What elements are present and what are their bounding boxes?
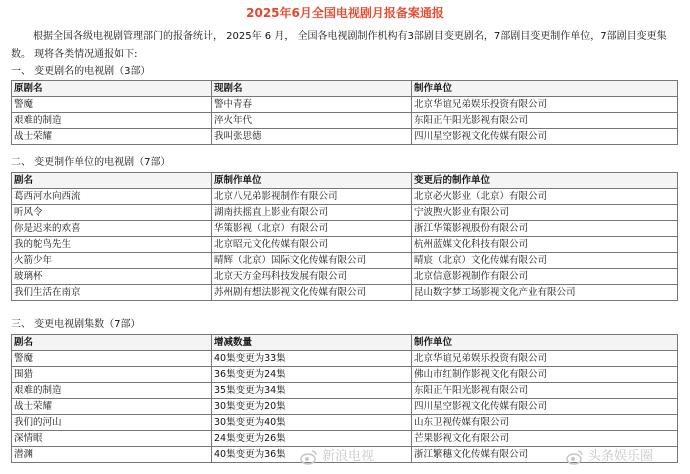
table-row — [12, 269, 678, 285]
table-row — [12, 97, 678, 113]
episode-change-table — [11, 334, 678, 463]
table-cell: 40集变更为36集 — [212, 447, 412, 463]
table-cell: 40集变更为33集 — [212, 351, 412, 367]
table-cell: 玻璃杯 — [12, 269, 212, 285]
table-row — [12, 431, 678, 447]
weibo-icon — [300, 449, 318, 465]
watermark-toutiao — [566, 448, 653, 466]
table-row — [12, 221, 678, 237]
table-cell: 苏州剧有想法影视文化传媒有限公司 — [212, 285, 412, 301]
column-header: 原剧名 — [12, 81, 212, 97]
column-header: 制作单位 — [412, 335, 678, 351]
section3-title: 三、 变更电视剧集数（7部） — [11, 319, 141, 330]
table-cell: 艰难的制造 — [12, 383, 212, 399]
table-cell: 潜渊 — [12, 447, 212, 463]
table-row — [12, 113, 678, 129]
column-header: 现剧名 — [212, 81, 412, 97]
table-cell: 战士荣耀 — [12, 129, 212, 145]
table-cell: 淬火年代 — [212, 113, 412, 129]
table-row — [12, 237, 678, 253]
table-row — [12, 367, 678, 383]
column-header: 变更后的制作单位 — [412, 173, 678, 189]
table-cell: 湖南扶摇直上影业有限公司 — [212, 205, 412, 221]
table-cell: 北京信意影视制作有限公司 — [412, 269, 678, 285]
table-cell: 36集变更为24集 — [212, 367, 412, 383]
watermark-sina — [300, 448, 374, 466]
table-cell: 我们的河山 — [12, 415, 212, 431]
table-row — [12, 383, 678, 399]
table-row — [12, 415, 678, 431]
column-header: 增减数量 — [212, 335, 412, 351]
table-cell: 警魔 — [12, 351, 212, 367]
table-cell: 东阳正午阳光影视有限公司 — [412, 383, 678, 399]
table-cell: 围猎 — [12, 367, 212, 383]
table-cell: 我叫张思德 — [212, 129, 412, 145]
table-cell: 24集变更为26集 — [212, 431, 412, 447]
table-cell: 浙江华策影视股份有限公司 — [412, 221, 678, 237]
table-cell: 警中青春 — [212, 97, 412, 113]
table-row — [12, 351, 678, 367]
rename-table — [11, 80, 678, 145]
table-cell: 四川星空影视文化传媒有限公司 — [412, 129, 678, 145]
table-cell: 山东卫视传媒有限公司 — [412, 415, 678, 431]
table-header-row — [12, 335, 678, 351]
section2-title: 二、 变更制作单位的电视剧（7部） — [11, 157, 171, 168]
table-cell: 我的鸵鸟先生 — [12, 237, 212, 253]
table-cell: 深情眼 — [12, 431, 212, 447]
table-cell: 杭州蓝媒文化科技有限公司 — [412, 237, 678, 253]
table-cell: 四川星空影视文化传媒有限公司 — [412, 399, 678, 415]
table-cell: 你是迟来的欢喜 — [12, 221, 212, 237]
table-row — [12, 205, 678, 221]
table-cell: 我们生活在南京 — [12, 285, 212, 301]
table-cell: 警魔 — [12, 97, 212, 113]
notice-title: 2025年6月全国电视剧月报备案通报 — [246, 6, 444, 20]
column-header: 剧名 — [12, 173, 212, 189]
table-cell: 葛西河水向西流 — [12, 189, 212, 205]
table-cell: 晴辉（北京）国际文化传媒有限公司 — [212, 253, 412, 269]
table-cell: 战士荣耀 — [12, 399, 212, 415]
column-header: 原制作单位 — [212, 173, 412, 189]
table-cell: 晴宸（北京）文化传媒有限公司 — [412, 253, 678, 269]
table-cell: 华策影视（北京）有限公司 — [212, 221, 412, 237]
table-cell: 北京华谊兄弟娱乐投资有限公司 — [412, 351, 678, 367]
table-cell: 艰难的制造 — [12, 113, 212, 129]
table-cell: 30集变更为20集 — [212, 399, 412, 415]
table-cell: 佛山市红制作影视文化有限公司 — [412, 367, 678, 383]
watermark-text: 新浪电视 — [322, 449, 375, 464]
table-cell: 30集变更为40集 — [212, 415, 412, 431]
table-cell: 听风令 — [12, 205, 212, 221]
table-cell: 火箭少年 — [12, 253, 212, 269]
table-cell: 北京必火影业（北京）有限公司 — [412, 189, 678, 205]
intro-paragraph: 根据全国各级电视剧管理部门的报备统计， 2025年 6 月， 全国各电视剧制作机构有3部剧目变更剧名，7部剧目变更制作单位，7部剧目变更集数。 现将各类情况通报如下: — [11, 31, 667, 60]
weibo-icon — [566, 449, 584, 465]
table-cell: 宁波煦火影业有限公司 — [412, 205, 678, 221]
table-header-row — [12, 81, 678, 97]
table-header-row — [12, 173, 678, 189]
table-row — [12, 285, 678, 301]
table-cell: 北京昭元文化传媒有限公司 — [212, 237, 412, 253]
table-cell: 芒果影视文化有限公司 — [412, 431, 678, 447]
table-cell: 北京天方金玛科技发展有限公司 — [212, 269, 412, 285]
table-cell: 东阳正午阳光影视有限公司 — [412, 113, 678, 129]
column-header: 制作单位 — [412, 81, 678, 97]
table-cell: 昆山数字梦工场影视文化产业有限公司 — [412, 285, 678, 301]
column-header: 剧名 — [12, 335, 212, 351]
section1-title: 一、 变更剧名的电视剧（3部） — [11, 66, 151, 77]
table-row — [12, 129, 678, 145]
table-row — [12, 189, 678, 205]
table-cell: 浙江繁穗文化传媒有限公司 — [412, 447, 678, 463]
table-cell: 35集变更为34集 — [212, 383, 412, 399]
table-row — [12, 399, 678, 415]
table-cell: 北京八兄弟影视制作有限公司 — [212, 189, 412, 205]
table-cell: 北京华谊兄弟娱乐投资有限公司 — [412, 97, 678, 113]
watermark-text: 头条娱乐圈 — [588, 449, 654, 464]
producer-change-table — [11, 172, 678, 301]
table-row — [12, 253, 678, 269]
